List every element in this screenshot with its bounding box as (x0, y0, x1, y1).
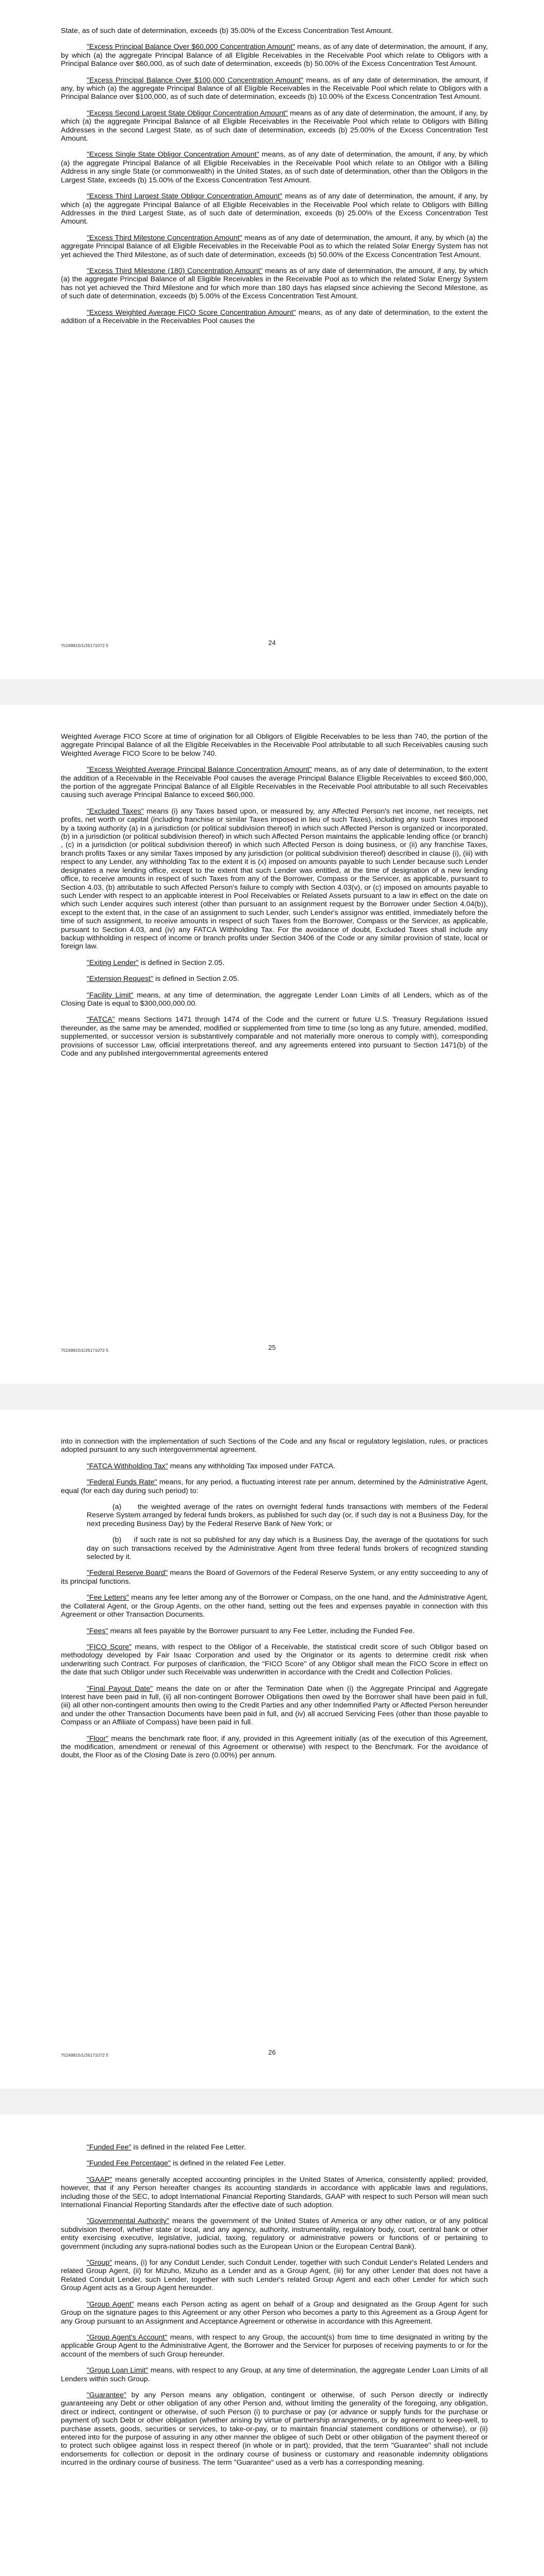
defined-term: "Group Agent" (87, 2300, 134, 2309)
definition-text: State, as of such date of determination, exceeds (b) 35.00% of the Excess Concentration Test Amount. (61, 27, 393, 35)
definition-text: means, as of any date of determination, the amount, if any, by which (a) the aggregate Principal Balance of all Eligible Receivables in the Receivable Pool which relate to Obligors with a Principal Balance over $60,000, as of such date of determination, exceeds (b) 50.00% of the Excess Concentration Test Amount. (61, 43, 488, 69)
definition-text: Weighted Average FICO Score at time of origination for all Obligors of Eligible Receivables to be less than 740, the portion of the aggregate Principal Balance of all the Eligible Receivables in the Receivable Pool attributable to all such Receivables causing such Weighted Average FICO Score to be below 740. (61, 733, 488, 758)
definition-paragraph (61, 309, 488, 326)
definition-paragraph (61, 975, 488, 983)
definition-text: by any Person means any obligation, contingent or otherwise, of such Person directly or indirectly guaranteeing any Debt or other obligation of any other Person and, without limiting the generality of the foregoing, any obligation, direct or indirect, contingent or otherwise, of such Person (i) to purchase or pay (or advance or supply funds for the purchase or payment of) such Debt or other obligation (whether arising by virtue of partnership arrangements, or by agreement to keep-well, to purchase assets, goods, securities or services, to take-or-pay, or to maintain financial statement conditions or otherwise), or (ii) entered into for the purpose of assuring in any other manner the obligee of such Debt or other obligation of the payment thereof or to protect such obligee against loss in respect thereof (in whole or in part); provided, that the term "Guarantee" shall not include endorsements for collection or deposit in the ordinary course of business or customary and reasonable indemnity obligations incurred in the ordinary course of business. The term "Guarantee" used as a verb has a corresponding meaning. (61, 2391, 488, 2467)
definition-paragraph (61, 1594, 488, 1619)
definition-paragraph (61, 1627, 488, 1635)
document-page-26 (0, 1410, 544, 2089)
defined-term: "Floor" (87, 1734, 109, 1743)
definition-paragraph (61, 2176, 488, 2210)
document-page-24 (0, 0, 544, 679)
document-id: 75249815/1/26171072 5 (61, 643, 109, 648)
definition-paragraph (61, 192, 488, 226)
definition-paragraph (61, 109, 488, 143)
defined-term: "Excess Principal Balance Over $60,000 Concentration Amount" (87, 43, 295, 52)
page-separator (0, 679, 544, 705)
definition-text: means the Board of Governors of the Federal Reserve System, or any entity succeeding to any of its principal functions. (61, 1569, 488, 1586)
definition-text: means as of any date of determination, the amount, if any, by which (a) the aggregate Principal Balance of all Eligible Receivables in the Receivable Pool as to which the related Solar Energy System has not yet achieved the Third Milestone, as of such date of determination, exceeds (b) 50.00% of the Excess Concentration Test Amount. (61, 233, 488, 259)
definition-text: (a) the weighted average of the rates on overnight federal funds transactions with members of the Federal Reserve System arranged by federal funds brokers, as published for such day (or, if such day is not a Business Day, for the next preceding Business Day) by the Federal Reserve Bank of New York; or (87, 1503, 488, 1528)
defined-term: "FICO Score" (87, 1642, 132, 1651)
definition-paragraph (61, 1643, 488, 1677)
definition-paragraph (61, 2143, 488, 2151)
definition-text: means (i) any Taxes based upon, or measured by, any Affected Person's net income, net receipts, net profits, net worth or capital (including franchise or similar Taxes imposed in lieu of such Taxes), including any such Taxes imposed by a taxing authority (a) in a jurisdiction (or political subdivision thereof) in which such Affected Person is organized or incorporated, (b) in a jurisdiction (or political subdivision thereof) in which such Affected Person maintains the applicable lending office (or branch) , (c) in a jurisdiction (or political subdivision thereof) in which such Affected Person is doing business, or (ii) any franchise Taxes, branch profits Taxes or any similar Taxes imposed by any jurisdiction (or political subdivision thereof) described in clause (i), (iii) with respect to any Lender, any withholding Tax to the extent it is (x) imposed on amounts payable to such Lender because such Lender designates a new lending office, except to the extent that such Lender was entitled, at the time of designation of a new lending office, to receive amounts in respect of such Taxes from any of the Borrower, Compass or the Servicer, as applicable, pursuant to Section 4.03, (b) attributable to such Affected Person's failure to comply with Section 4.03(v), or (c) imposed on amounts payable to such Lender with respect to an applicable interest in Pool Receivables or Related Assets pursuant to a law in effect on the date on which such Lender acquires such interest (other than pursuant to an assignment request by the Borrower under Section 4.04(b)), except to the extent that, in the case of an assignment to such Lender, such Lender's assignor was entitled, immediately before the time of such assignment, to receive amounts in respect of such Taxes from the Borrower, Compass or the Servicer, as applicable, pursuant to Section 4.03, and (iv) any FATCA Withholding Tax. For the avoidance of doubt, Excluded Taxes shall include any backup withholding in respect of income or branch profits under Section 3406 of the Code or any similar provision of state, local or foreign law. (61, 807, 488, 951)
definition-paragraph (61, 1503, 488, 1528)
defined-term: "GAAP" (87, 2175, 112, 2184)
definition-text: means, as of any date of determination, the amount, if any, by which (a) the aggregate Principal Balance of all Eligible Receivables in the Receivable Pool which relate to an Obligor with a Billing Address in any single State (or commonwealth) in the United States, as of such date of determination, other than the Obligors in the Largest State, exceeds (b) 15.00% of the Excess Concentration Test Amount. (61, 150, 488, 184)
definition-paragraph (61, 1015, 488, 1058)
definition-paragraph (61, 267, 488, 301)
definition-text: means as of any date of determination, the amount, if any, by which (a) the aggregate Principal Balance of all Eligible Receivables in the Receivable Pool as to which the related Solar Energy System has not yet achieved the Third Milestone and for which more than 180 days has elapsed since achieving the Second Milestone, as of such date of determination, exceeds (b) 5.00% of the Excess Concentration Test Amount. (61, 266, 488, 301)
page-number: 26 (268, 2048, 276, 2056)
definition-paragraph (61, 1478, 488, 1495)
definition-text: means Sections 1471 through 1474 of the Code and the current or future U.S. Treasury Regulations issued thereunder, as the same may be amended, modified or supplemented from time to time (so long as any future, amended, modified, supplemented, or successor version is substantively comparable and not materially more onerous to comply with), corresponding provisions of successor Law, official interpretations thereof, and any agreements entered into pursuant to Section 1471(b) of the Code and any published intergovernmental agreements entered (61, 1015, 488, 1058)
definition-text: means, as of any date of determination, to the extent the addition of a Receivable in the Receivables Pool causes the (61, 308, 488, 325)
definition-text: means each Person acting as agent on behalf of a Group and designated as the Group Agent for such Group on the signature pages to this Agreement or any other Person who becomes a party to this Agreement as a Group Agent for any Group pursuant to an Assignment and Acceptance Agreement or otherwise in accordance with this Agreement. (61, 2300, 488, 2326)
defined-term: "Facility Limit" (87, 991, 134, 999)
page-number: 25 (268, 1344, 276, 1351)
defined-term: "FATCA" (87, 1015, 115, 1024)
definition-paragraph (61, 733, 488, 758)
definition-paragraph (61, 27, 488, 35)
defined-term: "Funded Fee Percentage" (87, 2159, 171, 2168)
definition-text: means, with respect to any Group, the account(s) from time to time designated in writing by the applicable Group Agent to the Administrative Agent, the Borrower and the Servicer for purposes of receiving payments to or for the account of the members of such Group hereunder. (61, 2333, 488, 2359)
defined-term: "Federal Reserve Board" (87, 1569, 168, 1578)
definition-text: into in connection with the implementation of such Sections of the Code and any fiscal or regulatory legislation, rules, or practices adopted pursuant to any such intergovernmental agreement. (61, 1437, 488, 1454)
page-separator (0, 1384, 544, 1410)
document-page-25 (0, 705, 544, 1384)
definition-paragraph (61, 2217, 488, 2251)
page-body (61, 2143, 488, 2475)
definition-text: means, with respect to any Group, at any time of determination, the aggregate Lender Loan Limits of all Lenders within such Group. (61, 2366, 488, 2383)
definition-text: means the government of the United States of America or any other nation, or of any political subdivision thereof, whether state or local, and any agency, authority, instrumentality, regulatory body, court, central bank or other entity exercising executive, legislative, judicial, taxing, regulatory or administrative powers or functions of or pertaining to government (including any supra-national bodies such as the European Union or the European Central Bank). (61, 2217, 488, 2251)
defined-term: "Governmental Authority" (87, 2217, 170, 2226)
definition-text: means, with respect to the Obligor of a Receivable, the statistical credit score of such Obligor based on methodology developed by Fair Isaac Corporation and used by the Originator or its agents to determine credit risk when underwriting such Contract. For purposes of clarification, the "FICO Score" of any Obligor shall mean the FICO Score in effect on the date that such Obligor under such Receivable was underwritten in accordance with the Credit and Collection Policies. (61, 1642, 488, 1677)
defined-term: "Final Payout Date" (87, 1684, 153, 1693)
definition-paragraph (61, 1437, 488, 1454)
definition-paragraph (61, 766, 488, 800)
definition-paragraph (61, 2333, 488, 2359)
defined-term: "FATCA Withholding Tax" (87, 1462, 168, 1470)
defined-term: "Excess Single State Obligor Concentration Amount" (87, 150, 259, 159)
definition-paragraph (61, 1685, 488, 1727)
defined-term: "Federal Funds Rate" (87, 1478, 157, 1487)
defined-term: "Group" (87, 2259, 112, 2267)
definition-paragraph (61, 76, 488, 101)
defined-term: "Excess Second Largest State Obligor Concentration Amount" (87, 109, 288, 117)
defined-term: "Excess Third Milestone Concentration Amount" (87, 233, 242, 242)
defined-term: "Group Agent's Account" (87, 2333, 168, 2342)
defined-term: "Exiting Lender" (87, 958, 139, 967)
defined-term: "Excess Third Largest State Obligor Concentration Amount" (87, 192, 283, 201)
document-id: 75249815/1/26171072 5 (61, 1348, 109, 1353)
definition-paragraph (61, 1462, 488, 1470)
definition-paragraph (61, 807, 488, 951)
page-number: 24 (268, 639, 276, 647)
document-id: 75249815/1/26171072 5 (61, 2053, 109, 2058)
defined-term: "Excess Weighted Average Principal Balance Concentration Amount" (87, 766, 312, 774)
definition-text: means all fees payable by the Borrower pursuant to any Fee Letter, including the Funded Fee. (108, 1626, 415, 1635)
page-body (61, 733, 488, 1065)
page-body (61, 1437, 488, 1768)
definition-text: is defined in the related Fee Letter. (171, 2159, 286, 2168)
definition-text: means, as of any date of determination, the amount, if any, by which (a) the aggregate Principal Balance of all Eligible Receivables in the Receivable Pool which relate to Obligors with a Principal Balance over $100,000, as of such date of determination, exceeds (b) 10.00% of the Excess Concentration Test Amount. (61, 76, 488, 101)
definition-paragraph (61, 2391, 488, 2467)
definition-text: is defined in Section 2.05. (153, 975, 239, 984)
definition-text: means generally accepted accounting principles in the United States of America, consistently applied; provided, however, that if any Person hereafter changes its accounting standards in accordance with applicable laws and regulations, including those of the SEC, to adopt International Financial Reporting Standards, GAAP with respect to such Person will mean such International Financial Reporting Standards after the effective date of such adoption. (61, 2175, 488, 2210)
definition-paragraph (61, 2300, 488, 2326)
defined-term: "Funded Fee" (87, 2143, 131, 2151)
definition-text: means the date on or after the Termination Date when (i) the Aggregate Principal and Aggregate Interest have been paid in full, (ii) all non-contingent Borrower Obligations then owed by the Borrower shall have been paid in full, (iii) all other non-contingent amounts then owing to the Credit Parties and any other Indemnified Party or Affected Person hereunder and under the other Transaction Documents have been paid in full, and (iv) all accrued Servicing Fees (other than those payable to Compass or an Affiliate of Compass) have been paid in full. (61, 1684, 488, 1727)
defined-term: "Excess Principal Balance Over $100,000 Concentration Amount" (87, 76, 304, 84)
definition-text: is defined in Section 2.05. (138, 958, 225, 967)
definition-paragraph (61, 959, 488, 967)
definition-text: means as of any date of determination, the amount, if any, by which (a) the aggregate Principal Balance of all Eligible Receivables in the Receivable Pool which relate to Obligors with Billing Addresses in the second Largest State, as of such date of determination, exceeds (b) 25.00% of the Excess Concentration Test Amount. (61, 109, 488, 143)
definition-text: means the benchmark rate floor, if any, provided in this Agreement initially (as of the execution of this Agreement, the modification, amendment or renewal of this Agreement or otherwise) with respect to the Benchmark. For the avoidance of doubt, the Floor as of the Closing Date is zero (0.00%) per annum. (61, 1734, 488, 1760)
defined-term: "Fees" (87, 1626, 108, 1635)
definition-text: is defined in the related Fee Letter. (131, 2143, 246, 2151)
definition-text: means any fee letter among any of the Borrower or Compass, on the one hand, and the Administrative Agent, the Collateral Agent, or the Group Agents, on the other hand, setting out the fees and expenses payable in connection with this Agreement or other Transaction Documents. (61, 1594, 488, 1619)
definition-text: means, at any time of determination, the aggregate Lender Loan Limits of all Lenders, which as of the Closing Date is equal to $300,000,000.00. (61, 991, 488, 1008)
definition-paragraph (61, 991, 488, 1008)
definition-text: means, (i) for any Conduit Lender, such Conduit Lender, together with such Conduit Lender's Related Lenders and related Group Agent, (ii) for Mizuho, Mizuho as a Lender and as a Group Agent, (iii) for any other Lender that does not have a Related Conduit Lender, such Lender, together with such Lender's related Group Agent and each other Lender for which such Group Agent acts as a Group Agent hereunder. (61, 2259, 488, 2293)
defined-term: "Excluded Taxes" (87, 807, 144, 816)
defined-term: "Group Loan Limit" (87, 2366, 149, 2375)
definition-paragraph (61, 150, 488, 184)
definition-paragraph (61, 2366, 488, 2383)
defined-term: "Fee Letters" (87, 1594, 129, 1602)
definition-paragraph (61, 1536, 488, 1561)
definition-paragraph (61, 43, 488, 68)
definition-paragraph (61, 234, 488, 259)
definition-paragraph (61, 2159, 488, 2167)
definition-text: (b) if such rate is not so published for any day which is a Business Day, the average of the quotations for such day on such transactions received by the Administrative Agent from three federal funds brokers of recognized standing selected by it. (87, 1536, 488, 1562)
definition-text: means as of any date of determination, the amount, if any, by which (a) the aggregate Principal Balance of all Eligible Receivables in the Receivable Pool which relate to Obligors with Billing Addresses in the third Largest State, as of such date of determination, exceeds (b) 25.00% of the Excess Concentration Test Amount. (61, 192, 488, 226)
page-separator (0, 2089, 544, 2114)
definition-paragraph (61, 2259, 488, 2293)
defined-term: "Excess Weighted Average FICO Score Concentration Amount" (87, 308, 296, 317)
definition-text: means, for any period, a fluctuating interest rate per annum, determined by the Administrative Agent, equal (for each day during such period) to: (61, 1478, 488, 1495)
definition-text: means, as of any date of determination, to the extent the addition of a Receivable in the Receivable Pool causes the average Principal Balance Eligible Receivables to exceed $60,000, the portion of the aggregate Principal Balance of all Eligible Receivables in the Receivable Pool attributable to all such Receivables causing such average Principal Balance to exceed $60,000. (61, 766, 488, 800)
defined-term: "Excess Third Milestone (180) Concentration Amount" (87, 266, 263, 275)
definition-text: means any withholding Tax imposed under FATCA. (168, 1462, 336, 1470)
defined-term: "Guarantee" (87, 2391, 127, 2399)
page-body (61, 27, 488, 333)
defined-term: "Extension Request" (87, 975, 154, 984)
definition-paragraph (61, 1569, 488, 1586)
document-page-27 (0, 2114, 544, 2576)
definition-paragraph (61, 1735, 488, 1760)
